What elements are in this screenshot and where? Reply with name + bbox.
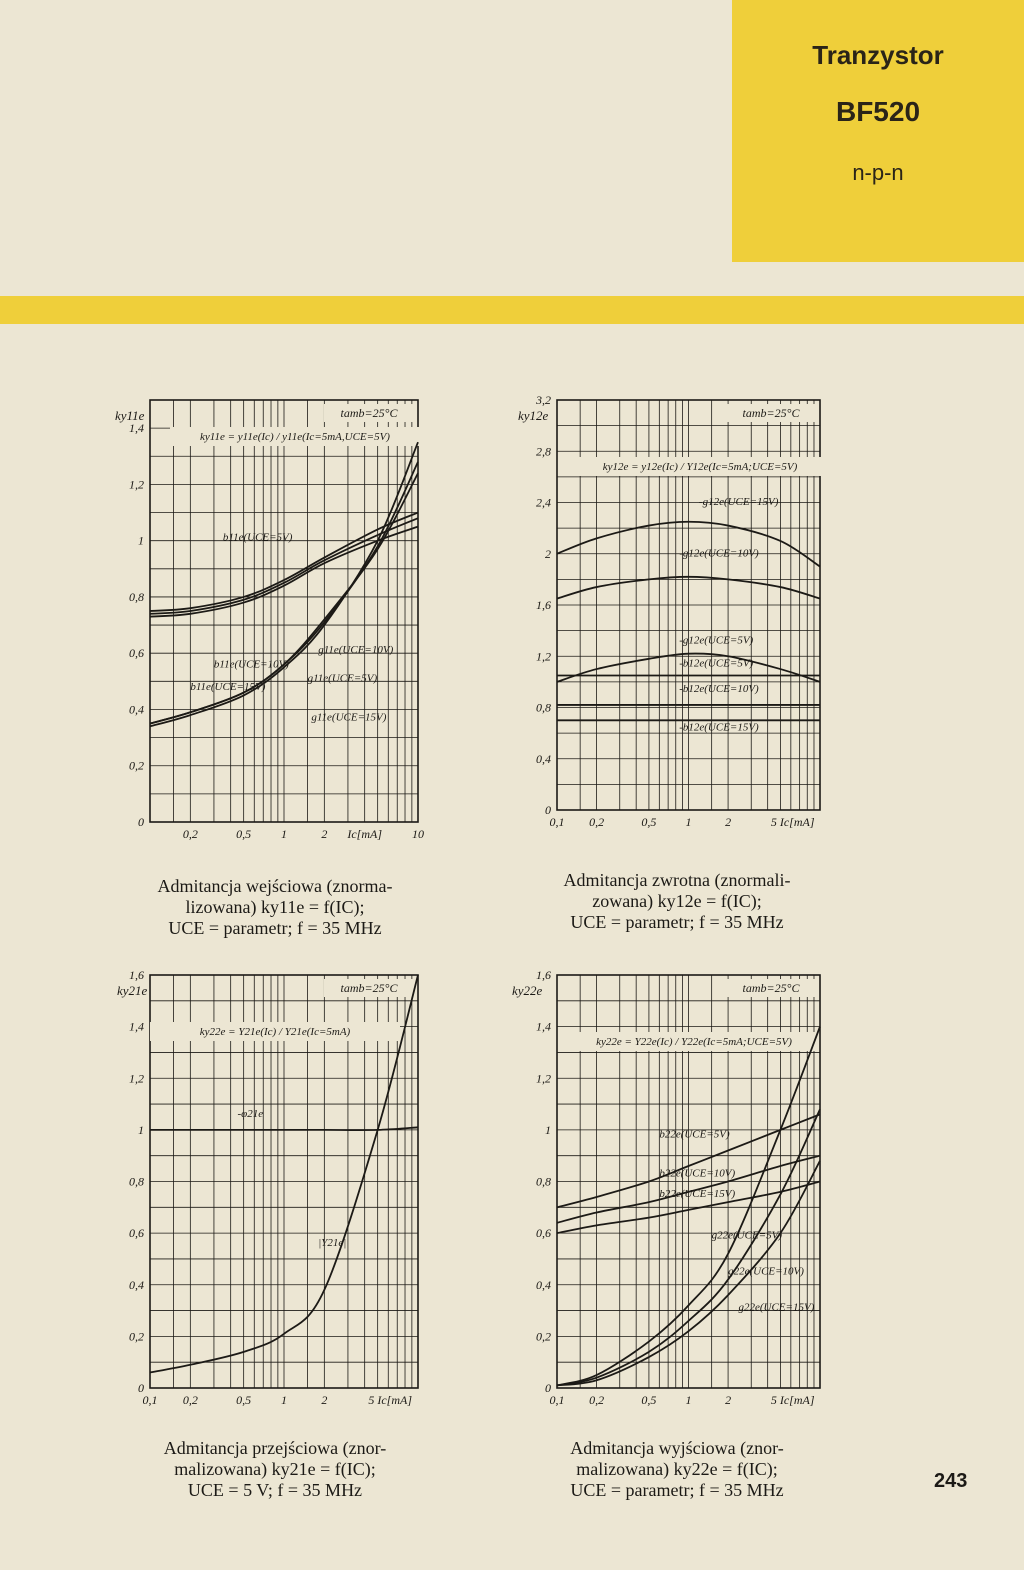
x-tick-label: 1 — [281, 827, 287, 841]
y-tick-label: 1 — [138, 533, 144, 548]
curve-label: -φ21e — [237, 1107, 264, 1120]
curve-label: -g12e(UCE=15V) — [698, 496, 779, 509]
x-tick-label: 0,5 — [641, 1393, 657, 1407]
y-tick-label: 1,2 — [536, 1071, 551, 1086]
y-tick-label: 0,4 — [536, 1277, 551, 1292]
chart-reverse-admittance — [510, 380, 840, 860]
curve-label: b22e(UCE=10V) — [659, 1167, 736, 1180]
y-tick-label: 1,2 — [536, 649, 551, 664]
y-axis-label: ky11e — [115, 408, 145, 423]
x-tick-label: 5 Ic[mA] — [770, 1393, 815, 1407]
y-tick-label: 2,8 — [536, 444, 551, 459]
formula-label: ky11e = y11e(Ic) / y11e(Ic=5mA,UCE=5V) — [200, 431, 390, 443]
tamb-label: tamb=25°C — [742, 406, 800, 420]
y-tick-label: 1,2 — [129, 1071, 144, 1086]
x-tick-label: 0,1 — [142, 1393, 158, 1407]
y-tick-label: 3,2 — [536, 393, 551, 407]
y-tick-label: 0,2 — [129, 1329, 144, 1344]
page-title: Tranzystor — [812, 40, 944, 70]
formula-label: ky22e = Y21e(Ic) / Y21e(Ic=5mA) — [199, 1026, 351, 1038]
tamb-label: tamb=25°C — [742, 981, 800, 995]
y-tick-label: 1,4 — [129, 1019, 144, 1034]
x-tick-label: 0,2 — [182, 1393, 198, 1407]
y-tick-label: 1,6 — [129, 968, 144, 982]
caption-chart-1: Admitancja wejściowa (znorma- lizowana) ky11e = f(IC); UCE = parametr; f = 35 MHz — [157, 876, 393, 938]
x-tick-label: 2 — [725, 815, 732, 829]
curve-label: |Y21e| — [318, 1237, 347, 1250]
x-tick-label: 0,5 — [236, 827, 252, 841]
y-tick-label: 0,4 — [536, 751, 551, 766]
tamb-label: tamb=25°C — [340, 981, 398, 995]
curve-label: b11e(UCE=15V) — [190, 680, 266, 693]
y-axis-label: ky12e — [518, 408, 549, 423]
curve-label: -g12e(UCE=5V) — [679, 634, 754, 647]
x-tick-label: 2 — [321, 1393, 328, 1407]
formula-label: ky12e = y12e(Ic) / Y12e(Ic=5mA;UCE=5V) — [602, 461, 798, 473]
y-tick-label: 0 — [138, 815, 144, 829]
x-tick-label: 5 Ic[mA] — [368, 1393, 413, 1407]
y-tick-label: 0 — [545, 803, 551, 817]
y-tick-label: 0 — [545, 1381, 551, 1395]
y-tick-label: 1,2 — [129, 477, 144, 492]
curve-label: b22e(UCE=15V) — [659, 1187, 736, 1200]
curve-label: g22e(UCE=5V) — [711, 1229, 783, 1242]
x-tick-label: 0,5 — [641, 815, 657, 829]
y-tick-label: 0,8 — [129, 589, 144, 604]
y-tick-label: 2,4 — [536, 495, 551, 510]
y-tick-label: 1,6 — [536, 598, 551, 612]
y-tick-label: 1,4 — [536, 1019, 551, 1034]
curve-label: b22e(UCE=5V) — [659, 1128, 730, 1141]
header-stripe — [0, 296, 1024, 324]
x-tick-label: 1 — [685, 815, 692, 829]
y-tick-label: 0,4 — [129, 1277, 144, 1292]
y-tick-label: 0,8 — [129, 1174, 144, 1189]
x-tick-label: 0,2 — [589, 815, 605, 829]
x-tick-label: 0,1 — [549, 815, 565, 829]
x-tick-label: 5 Ic[mA] — [770, 815, 815, 829]
x-tick-label: 2 — [321, 827, 328, 841]
x-tick-label: 2 — [725, 1393, 732, 1407]
y-tick-label: 0,6 — [129, 1226, 144, 1241]
caption-chart-4: Admitancja wyjściowa (znor- malizowana) ky22e = f(IC); UCE = parametr; f = 35 MHz — [570, 1438, 784, 1500]
x-tick-label: 1 — [281, 1393, 287, 1407]
y-tick-label: 1 — [138, 1122, 144, 1137]
page-number: 243 — [934, 1470, 968, 1492]
y-tick-label: 0,6 — [129, 646, 144, 661]
curve-label: -b12e(UCE=10V) — [679, 683, 759, 696]
caption-chart-2: Admitancja zwrotna (znormali- zowana) ky12e = f(IC); UCE = parametr; f = 35 MHz — [563, 870, 791, 932]
tamb-label: tamb=25°C — [340, 406, 398, 420]
title-box — [732, 0, 1024, 262]
curve-label: b11e(UCE=10V) — [213, 658, 289, 671]
curve-label: g11e(UCE=5V) — [307, 672, 378, 685]
formula-label: ky22e = Y22e(Ic) / Y22e(Ic=5mA;UCE=5V) — [596, 1036, 792, 1048]
x-tick-label: 0,2 — [182, 827, 198, 841]
x-tick-label: 10 — [412, 827, 424, 841]
y-tick-label: 2 — [545, 546, 551, 561]
y-tick-label: 0,6 — [536, 1226, 551, 1241]
y-tick-label: 0,8 — [536, 700, 551, 715]
y-tick-label: 0,4 — [129, 702, 144, 717]
x-tick-label: 0,1 — [549, 1393, 565, 1407]
y-axis-label: ky22e — [512, 983, 543, 998]
y-tick-label: 0,2 — [129, 758, 144, 773]
y-tick-label: 1 — [545, 1122, 551, 1137]
curve-label: g22e(UCE=10V) — [728, 1265, 804, 1278]
curve-label: g11e(UCE=15V) — [311, 711, 387, 724]
chart-output-admittance — [510, 955, 840, 1435]
curve-label: -b12e(UCE=15V) — [679, 721, 759, 734]
x-tick-label: 0,5 — [236, 1393, 252, 1407]
chart-input-admittance — [115, 380, 435, 860]
y-tick-label: 0 — [138, 1381, 144, 1395]
caption-chart-3: Admitancja przejściowa (znor- malizowana) ky21e = f(IC); UCE = 5 V; f = 35 MHz — [163, 1438, 387, 1500]
polarity-label: n-p-n — [852, 160, 904, 185]
curve-label: -b12e(UCE=5V) — [679, 657, 754, 670]
y-tick-label: 1,6 — [536, 968, 551, 982]
curve-label: g11e(UCE=10V) — [318, 644, 394, 657]
y-tick-label: 0,8 — [536, 1174, 551, 1189]
y-tick-label: 0,2 — [536, 1329, 551, 1344]
curve-label: -g12e(UCE=10V) — [679, 547, 759, 560]
curve-label: g22e(UCE=15V) — [738, 1301, 815, 1314]
model-name: BF520 — [835, 96, 921, 127]
y-tick-label: 1,4 — [129, 421, 144, 436]
x-tick-label: 0,2 — [589, 1393, 605, 1407]
curve-label: b11e(UCE=5V) — [222, 531, 293, 544]
x-tick-label: 1 — [685, 1393, 692, 1407]
y-axis-label: ky21e — [117, 983, 148, 998]
chart-transfer-admittance — [115, 955, 435, 1435]
x-tick-label: Ic[mA] — [347, 827, 383, 841]
